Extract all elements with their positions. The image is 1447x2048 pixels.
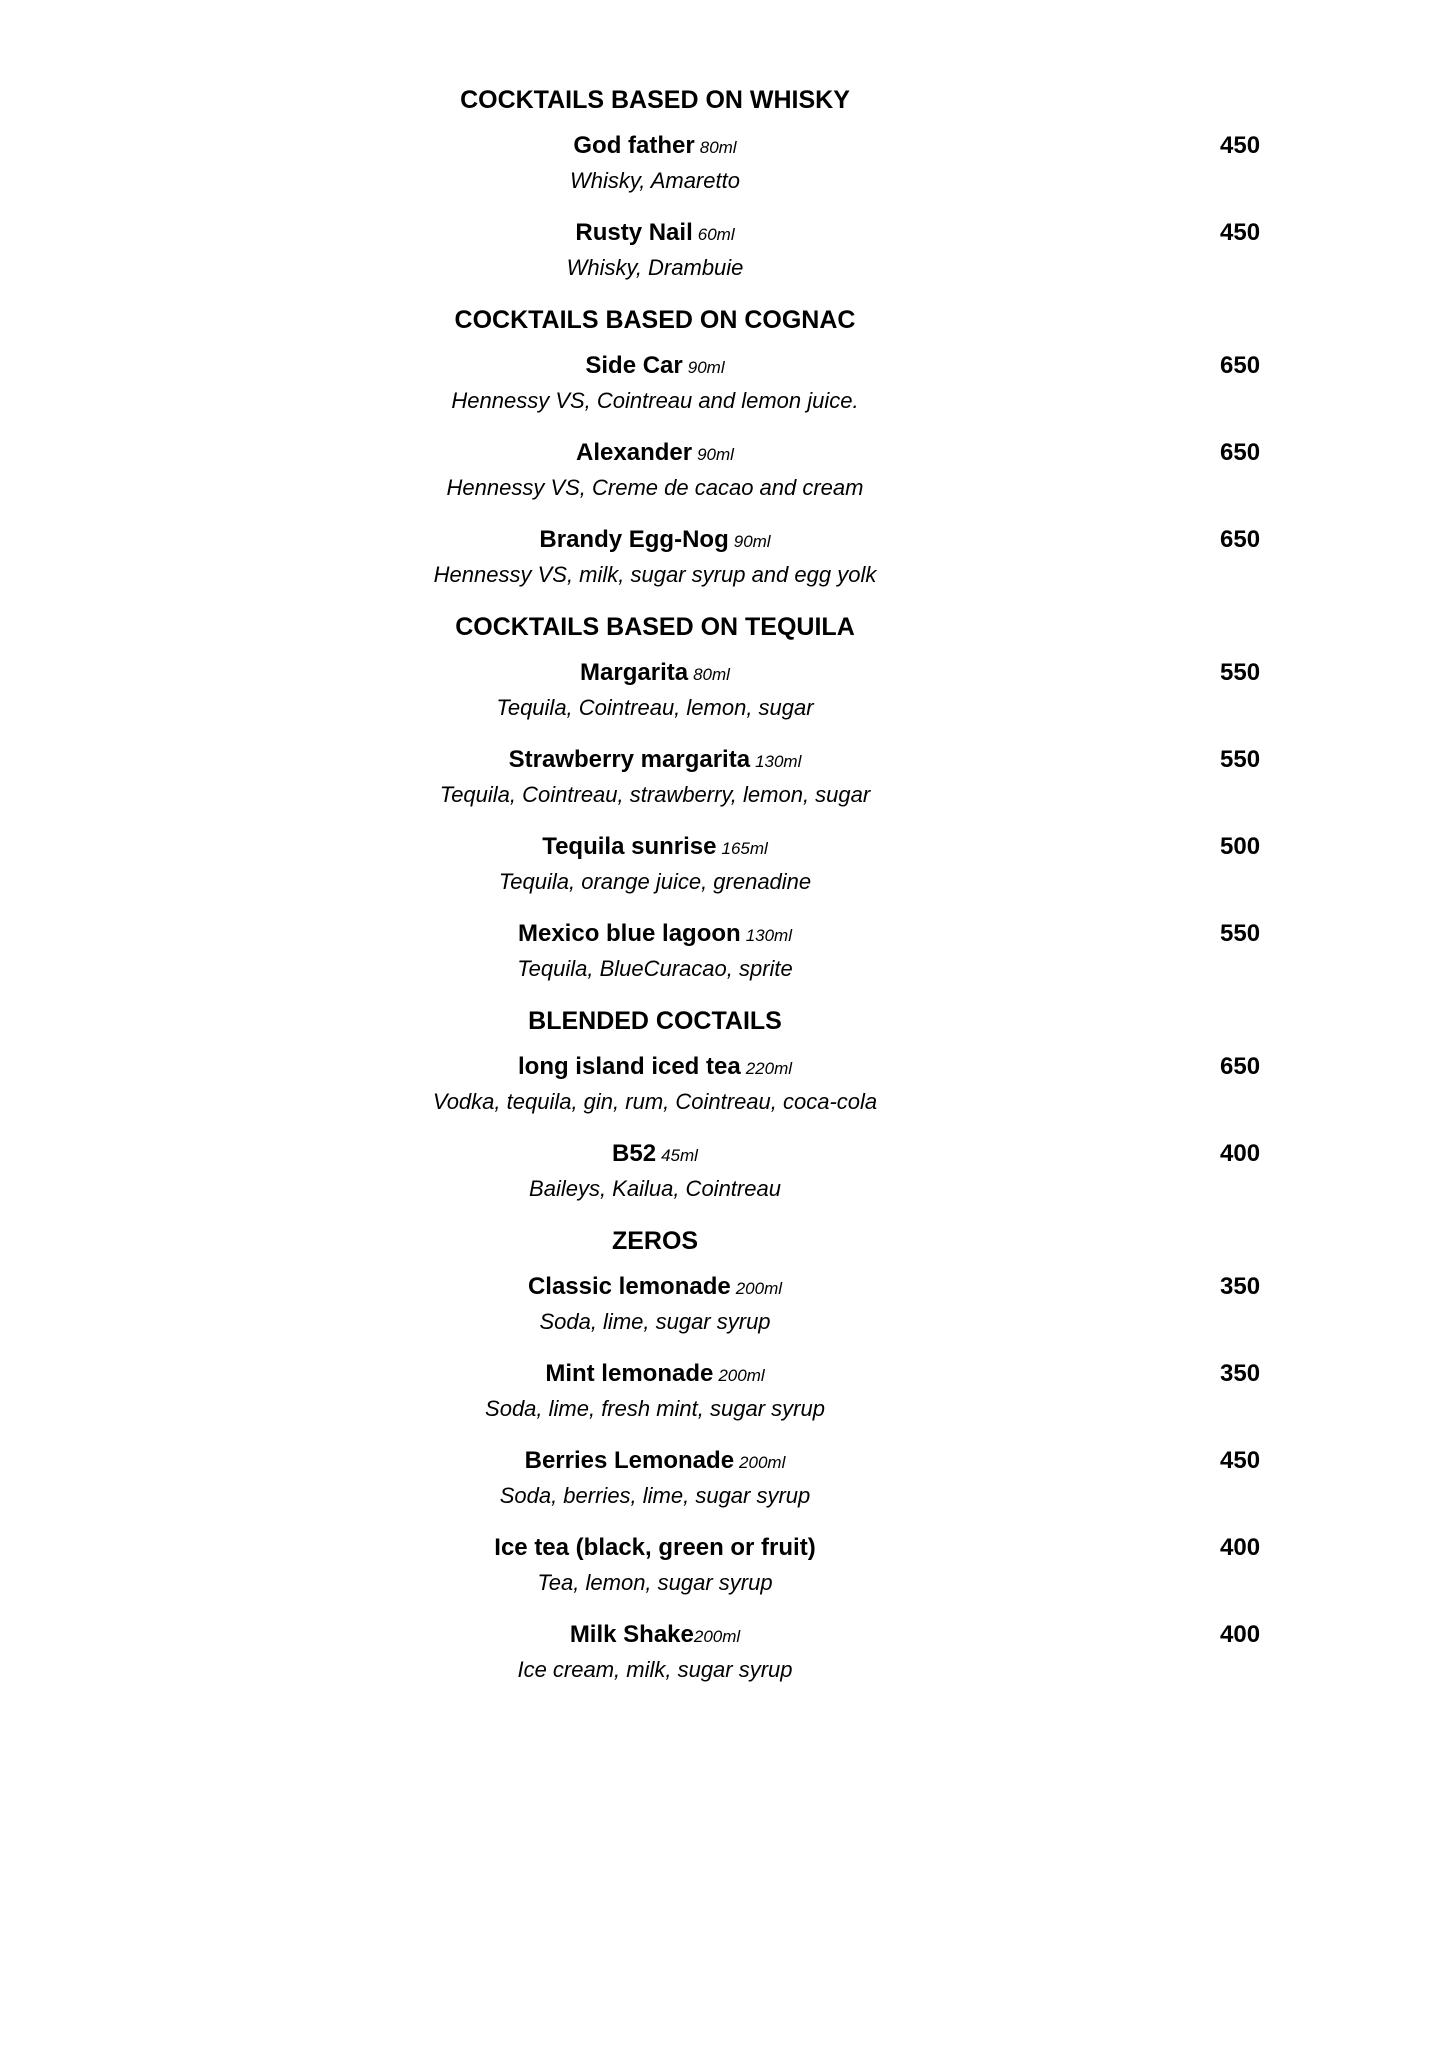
item-heading <box>350 1358 960 1393</box>
item-description: Ice cream, milk, sugar syrup <box>517 1657 793 1682</box>
menu-section <box>350 1225 1350 1686</box>
item-volume: 45ml <box>661 1146 698 1165</box>
item-description: Soda, berries, lime, sugar syrup <box>499 1483 811 1508</box>
item-volume: 220ml <box>745 1059 793 1078</box>
section-title: ZEROS <box>611 1227 699 1255</box>
item-heading <box>350 217 960 252</box>
item-price: 650 <box>1220 1053 1261 1080</box>
menu-section <box>350 611 1350 985</box>
drinks-menu <box>350 84 1350 1706</box>
menu-item <box>350 130 1350 197</box>
item-price: 550 <box>1220 746 1261 773</box>
item-price: 650 <box>1220 526 1261 553</box>
menu-item <box>350 524 1350 591</box>
item-price: 650 <box>1220 439 1261 466</box>
item-volume: 165ml <box>721 839 768 858</box>
item-name: Brandy Egg-Nog <box>539 526 729 553</box>
item-volume: 90ml <box>733 532 771 551</box>
item-description: Whisky, Amaretto <box>570 168 740 193</box>
item-heading <box>350 657 960 692</box>
menu-item <box>350 831 1350 898</box>
item-description: Tequila, Cointreau, strawberry, lemon, sugar <box>439 782 871 807</box>
item-heading <box>350 1051 960 1086</box>
menu-item <box>350 657 1350 724</box>
item-name: Ice tea (black, green or fruit) <box>494 1534 816 1561</box>
item-price: 400 <box>1220 1534 1261 1561</box>
item-description: Whisky, Drambuie <box>566 255 744 280</box>
menu-item <box>350 1138 1350 1205</box>
item-volume: 90ml <box>697 445 734 464</box>
item-price: 400 <box>1220 1140 1261 1167</box>
item-description: Hennessy VS, Creme de cacao and cream <box>446 475 864 500</box>
item-volume: 200ml <box>735 1279 783 1298</box>
item-price: 350 <box>1220 1273 1261 1300</box>
item-volume: 200ml <box>693 1627 741 1646</box>
item-description: Tequila, Cointreau, lemon, sugar <box>496 695 814 720</box>
item-name: Milk Shake <box>569 1621 694 1648</box>
item-name: God father <box>573 132 695 159</box>
item-name: Mexico blue lagoon <box>517 920 741 947</box>
item-price: 550 <box>1220 659 1261 686</box>
item-heading <box>350 437 960 472</box>
section-title: BLENDED COCTAILS <box>528 1007 782 1035</box>
item-volume: 200ml <box>718 1366 765 1385</box>
menu-item <box>350 1051 1350 1118</box>
menu-item <box>350 437 1350 504</box>
menu-item <box>350 1619 1350 1686</box>
item-name: Mint lemonade <box>545 1360 714 1387</box>
menu-item <box>350 1445 1350 1512</box>
item-name: Classic lemonade <box>527 1273 731 1300</box>
menu-item <box>350 744 1350 811</box>
item-name: Tequila sunrise <box>542 833 717 860</box>
item-description: Hennessy VS, milk, sugar syrup and egg yolk <box>433 562 877 587</box>
item-volume: 130ml <box>745 926 792 945</box>
menu-section <box>350 84 1350 284</box>
item-price: 500 <box>1220 833 1261 860</box>
item-description: Baileys, Kailua, Cointreau <box>529 1176 781 1201</box>
item-description: Soda, lime, fresh mint, sugar syrup <box>485 1396 825 1421</box>
item-volume: 200ml <box>739 1453 786 1472</box>
item-price: 650 <box>1220 352 1261 379</box>
item-description: Tequila, BlueCuracao, sprite <box>517 956 793 981</box>
item-name: Alexander <box>576 439 693 466</box>
item-heading <box>350 1532 960 1567</box>
item-heading <box>350 1271 960 1306</box>
item-description: Hennessy VS, Cointreau and lemon juice. <box>451 388 859 413</box>
item-price: 350 <box>1220 1360 1261 1387</box>
item-name: Rusty Nail <box>575 219 693 246</box>
item-heading <box>350 350 960 385</box>
item-name: Berries Lemonade <box>524 1447 735 1474</box>
item-name: long island iced tea <box>517 1053 741 1080</box>
item-name: B52 <box>612 1140 657 1167</box>
item-heading <box>350 1445 960 1480</box>
item-heading <box>350 918 960 953</box>
item-name: Margarita <box>580 659 689 686</box>
menu-section <box>350 1005 1350 1205</box>
item-name: Side Car <box>585 352 683 379</box>
item-volume: 60ml <box>697 225 735 244</box>
item-price: 550 <box>1220 920 1261 947</box>
item-heading <box>350 831 960 866</box>
menu-item <box>350 350 1350 417</box>
item-volume: 130ml <box>755 752 802 771</box>
item-volume: 90ml <box>687 358 725 377</box>
item-heading <box>350 130 960 165</box>
menu-item <box>350 1358 1350 1425</box>
item-price: 400 <box>1220 1621 1261 1648</box>
menu-item <box>350 1271 1350 1338</box>
item-name: Strawberry margarita <box>508 746 751 773</box>
item-heading <box>350 744 960 779</box>
section-title: COCKTAILS BASED ON TEQUILA <box>455 613 855 641</box>
menu-item <box>350 918 1350 985</box>
menu-section <box>350 304 1350 591</box>
menu-item <box>350 217 1350 284</box>
item-volume: 80ml <box>693 665 730 684</box>
item-description: Soda, lime, sugar syrup <box>539 1309 771 1334</box>
section-title: COCKTAILS BASED ON WHISKY <box>460 86 850 114</box>
item-description: Tea, lemon, sugar syrup <box>537 1570 773 1595</box>
item-heading <box>350 524 960 559</box>
item-heading <box>350 1138 960 1173</box>
section-title: COCKTAILS BASED ON COGNAC <box>454 306 856 334</box>
item-description: Vodka, tequila, gin, rum, Cointreau, coca-cola <box>432 1089 878 1114</box>
menu-item <box>350 1532 1350 1599</box>
item-price: 450 <box>1220 219 1261 246</box>
item-price: 450 <box>1220 1447 1261 1474</box>
item-description: Tequila, orange juice, grenadine <box>498 869 812 894</box>
item-heading <box>350 1619 960 1654</box>
item-price: 450 <box>1220 132 1261 159</box>
item-volume: 80ml <box>699 138 737 157</box>
